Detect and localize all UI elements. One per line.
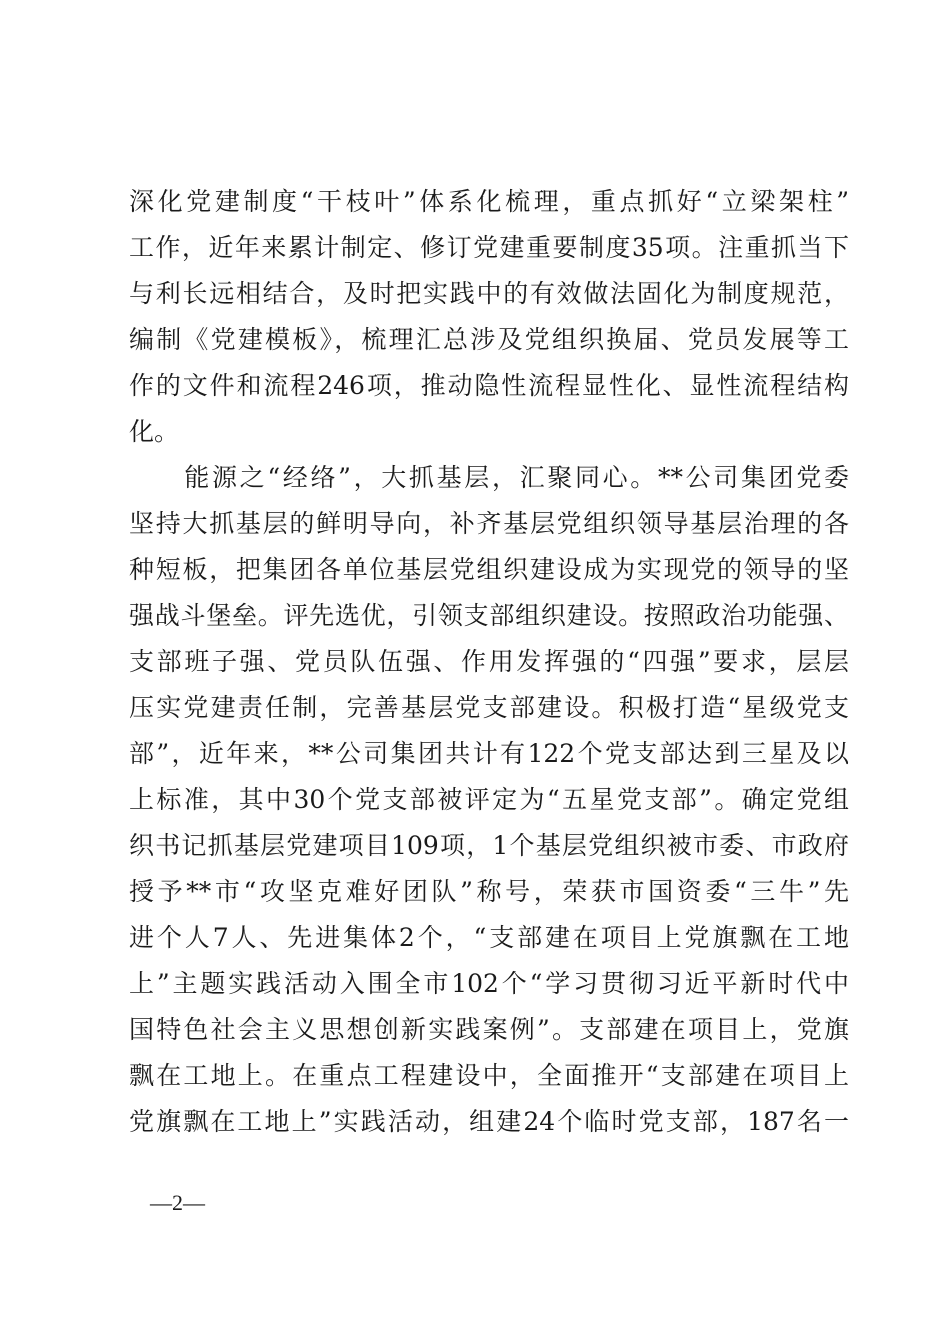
body-text-line: 上标准，其中30个党支部被评定为“五星党支部”。确定党组 bbox=[129, 785, 849, 814]
body-text-line: 化。 bbox=[129, 417, 180, 446]
body-text-line: 授予**市“攻坚克难好团队”称号，荣获市国资委“三牛”先 bbox=[129, 877, 850, 906]
body-text-line: 强战斗堡垒。评先选优，引领支部组织建设。按照政治功能强、 bbox=[129, 601, 849, 630]
body-text-line: 深化党建制度“干枝叶”体系化梳理，重点抓好“立梁架柱” bbox=[129, 187, 849, 216]
body-text-line: 国特色社会主义思想创新实践案例”。支部建在项目上，党旗 bbox=[129, 1015, 849, 1044]
body-text-line: 飘在工地上。在重点工程建设中，全面推开“支部建在项目上 bbox=[129, 1061, 849, 1090]
body-text-line: 党旗飘在工地上”实践活动，组建24个临时党支部，187名一 bbox=[129, 1107, 849, 1136]
body-text-line: 织书记抓基层党建项目109项，1个基层党组织被市委、市政府 bbox=[129, 831, 849, 860]
body-text-line: 部”，近年来，**公司集团共计有122个党支部达到三星及以 bbox=[129, 739, 849, 768]
body-text-line: 支部班子强、党员队伍强、作用发挥强的“四强”要求，层层 bbox=[129, 647, 849, 676]
body-text-line: 种短板，把集团各单位基层党组织建设成为实现党的领导的坚 bbox=[129, 555, 849, 584]
body-text-line: 进个人7人、先进集体2个，“支部建在项目上党旗飘在工地 bbox=[129, 923, 849, 952]
body-text-line: 作的文件和流程246项，推动隐性流程显性化、显性流程结构 bbox=[129, 371, 849, 400]
body-text-line: 压实党建责任制，完善基层党支部建设。积极打造“星级党支 bbox=[129, 693, 849, 722]
body-text-line: 工作，近年来累计制定、修订党建重要制度35项。注重抓当下 bbox=[129, 233, 849, 262]
page-number: —2— bbox=[150, 1190, 205, 1215]
body-text-line: 编制《党建模板》，梳理汇总涉及党组织换届、党员发展等工 bbox=[129, 325, 849, 354]
body-text-line: 与利长远相结合，及时把实践中的有效做法固化为制度规范， bbox=[129, 279, 849, 308]
body-text-line: 坚持大抓基层的鲜明导向，补齐基层党组织领导基层治理的各 bbox=[129, 509, 849, 538]
paragraph-start-line: 能源之“经络”，大抓基层，汇聚同心。**公司集团党委 bbox=[129, 463, 849, 492]
body-text-line: 上”主题实践活动入围全市102个“学习贯彻习近平新时代中 bbox=[129, 969, 849, 998]
